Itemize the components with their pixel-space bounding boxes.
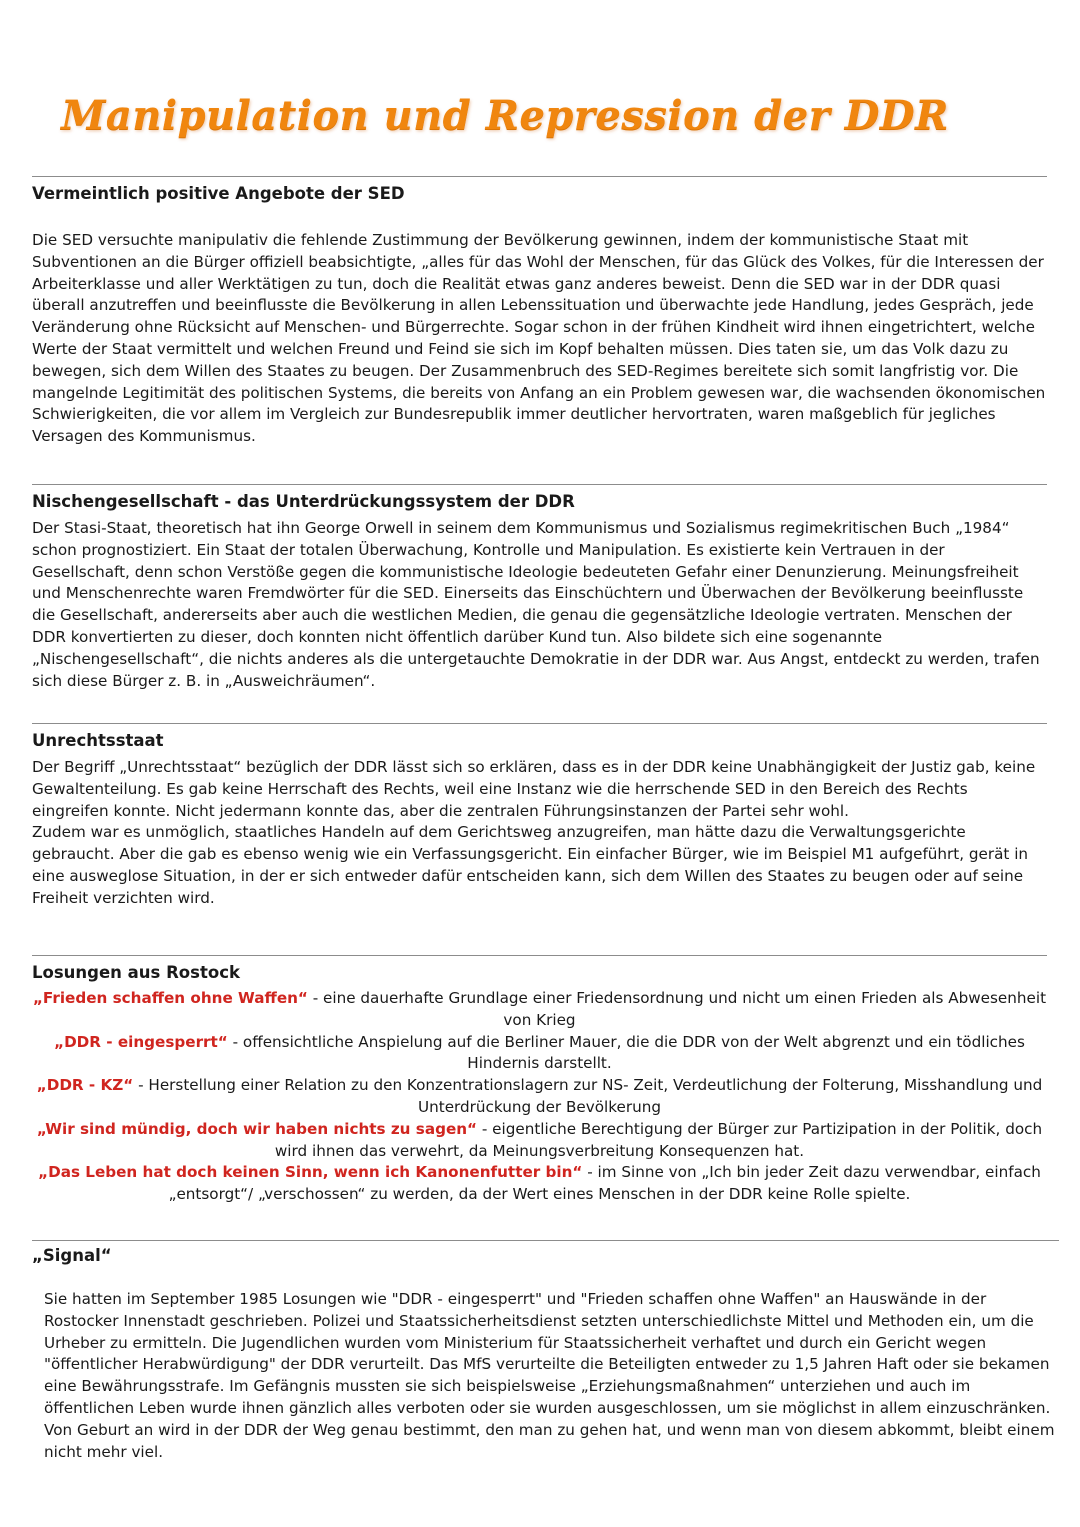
slogan-entry bbox=[32, 1119, 1047, 1163]
section-paragraph: Der Stasi-Staat, theoretisch hat ihn George Orwell in seinem dem Kommunismus und Sozialismus regimekritischen Buch „1984“ schon prognostiziert. Ein Staat der totalen Überwachung, Kontrolle und Manipulation. Es existierte kein Vertrauen in der Gesellschaft, denn schon Verstöße gegen die kommunistische Ideologie bedeuteten Gefahr einer Denunzierung. Meinungsfreiheit und Menschenrechte waren Fremdwörter für die SED. Einerseits das Einschüchtern und Überwachen der Bevölkerung beeinflusste die Gesellschaft, andererseits aber auch die westlichen Medien, die genau die gegensätzliche Ideologie vertraten. Menschen der DDR konvertierten zu dieser, doch konnten nicht öffentlich darüber Kund tun. Also bildete sich eine sogenannte „Nischengesellschaft“, die nichts anderes als die untergetauchte Demokratie in der DDR war. Aus Angst, entdeckt zu werden, trafen sich diese Bürger z. B. in „Ausweichräumen“. bbox=[32, 519, 1040, 690]
section-paragraph: Der Begriff „Unrechtsstaat“ bezüglich der DDR lässt sich so erklären, dass es in der DDR keine Unabhängigkeit der Justiz gab, keine Gewaltenteilung. Es gab keine Herrschaft des Rechts, weil eine Instanz wie die herrschende SED in den Bereich des Rechts eingreifen konnte. Nicht jedermann konnte das, aber die zentralen Führungsinstanzen der Partei sehr wohl. bbox=[32, 758, 1036, 820]
section-paragraph: Sie hatten im September 1985 Losungen wie "DDR - eingesperrt" und "Frieden schaffen ohne Waffen" an Hauswände in der Rostocker Innenstadt geschrieben. Polizei und Staatssicherheitsdienst setzten unterschiedlichste Mittel und Methoden ein, um die Urheber zu ermitteln. Die Jugendlichen wurden vom Ministerium für Staatssicherheit verhaftet und durch ein Gericht wegen "öffentlicher Herabwürdigung" der DDR verurteilt. Das MfS verurteilte die Beteiligten entweder zu 1,5 Jahren Haft oder sie bekamen eine Bewährungsstrafe. Im Gefängnis mussten sie sich beispielsweise „Erziehungsmaßnahmen“ unterziehen und auch im öffentlichen Leben wurde ihnen gänzlich alles verboten oder sie wurden ausgeschlossen, um sie möglichst in allem einzuschränken. Von Geburt an wird in der DDR der Weg genau bestimmt, den man zu gehen hat, und wenn man von diesem abkommt, bleibt einem nicht mehr viel. bbox=[44, 1290, 1055, 1461]
slogan-explanation: - offensichtliche Anspielung auf die Berliner Mauer, die die DDR von der Welt abgrenzt und ein tödliches Hindernis darstellt. bbox=[227, 1032, 1025, 1073]
section-paragraph: Zudem war es unmöglich, staatliches Handeln auf dem Gerichtsweg anzugreifen, man hätte dazu die Verwaltungsgerichte gebraucht. Aber die gab es ebenso wenig wie ein Verfassungsgericht. Ein einfacher Bürger, wie im Beispiel M1 aufgeführt, gerät in eine ausweglose Situation, in der er sich entweder dafür entscheiden kann, sich dem Willen des Staates zu beugen oder auf seine Freiheit verzichten wird. bbox=[32, 823, 1029, 907]
section-positive-offers bbox=[32, 176, 1047, 448]
section-paragraph: Die SED versuchte manipulativ die fehlende Zustimmung der Bevölkerung gewinnen, indem der kommunistische Staat mit Subventionen an die Bürger offiziell beabsichtigte, „alles für das Wohl der Menschen, für das Glück des Volkes, für die Interessen der Arbeiterklasse und aller Werktätigen zu tun, doch die Realität etwas ganz anderes beweist. Denn die SED war in der DDR quasi überall anzutreffen und beeinflusste die Bevölkerung in allen Lebenssituation und überwachte jede Handlung, jedes Gespräch, jede Veränderung ohne Rücksicht auf Menschen- und Bürgerrechte. Sogar schon in der frühen Kindheit wird ihnen eingetrichtert, welche Werte der Staat vermittelt und welchen Freund und Feind sie sich im Kopf behalten müssen. Dies taten sie, um das Volk dazu zu bewegen, sich dem Willen des Staates zu beugen. Der Zusammenbruch des SED-Regimes bereitete sich somit langfristig vor. Die mangelnde Legitimität des politischen Systems, die bereits von Anfang an ein Problem gewesen war, die wachsenden ökonomischen Schwierigkeiten, die vor allem im Vergleich zur Bundesrepublik immer deutlicher hervortraten, waren maßgeblich für jegliches Versagen des Kommunismus. bbox=[32, 231, 1046, 446]
slogan-quote: „Wir sind mündig, doch wir haben nichts zu sagen“ bbox=[36, 1119, 478, 1138]
divider bbox=[32, 1240, 1059, 1241]
slogan-explanation: - eine dauerhafte Grundlage einer Friedensordnung und nicht um einen Frieden als Abwesenheit von Krieg bbox=[307, 989, 1047, 1029]
section-heading: Unrechtsstaat bbox=[32, 731, 164, 750]
slogan-quote: „DDR - KZ“ bbox=[36, 1076, 134, 1095]
slogan-entry bbox=[32, 1075, 1047, 1119]
section-heading: „Signal“ bbox=[32, 1246, 112, 1265]
section-heading: Losungen aus Rostock bbox=[32, 963, 240, 982]
section-signal bbox=[32, 1240, 1059, 1463]
slogan-explanation: - im Sinne von „Ich bin jeder Zeit dazu verwendbar, einfach „entsorgt“/ „verschossen“ zu werden, da der Wert eines Menschen in der DDR keine Rolle spielte. bbox=[168, 1163, 1041, 1204]
section-unrechtsstaat bbox=[32, 723, 1047, 910]
section-niche-society bbox=[32, 484, 1047, 692]
slogan-entry bbox=[32, 1162, 1047, 1206]
slogan-quote: „DDR - eingesperrt“ bbox=[54, 1032, 228, 1051]
slogan-entry bbox=[32, 1032, 1047, 1076]
divider bbox=[32, 723, 1047, 724]
divider bbox=[32, 955, 1047, 956]
slogan-explanation: - Herstellung einer Relation zu den Konzentrationslagern zur NS- Zeit, Verdeutlichung der Folterung, Misshandlung und Unterdrückung der Bevölkerung bbox=[133, 1076, 1043, 1116]
slogan-entry bbox=[32, 988, 1047, 1032]
page-title: Manipulation und Repression der DDR bbox=[61, 92, 949, 139]
divider bbox=[32, 484, 1047, 485]
slogan-explanation: - eigentliche Berechtigung der Bürger zur Partizipation in der Politik, doch wird ihnen das verwehrt, da Meinungsverbreitung Konsequenzen hat. bbox=[274, 1119, 1043, 1160]
slogan-quote: „Das Leben hat doch keinen Sinn, wenn ich Kanonenfutter bin“ bbox=[38, 1163, 583, 1182]
section-heading: Vermeintlich positive Angebote der SED bbox=[32, 184, 405, 203]
slogan-quote: „Frieden schaffen ohne Waffen“ bbox=[32, 989, 308, 1007]
divider bbox=[32, 176, 1047, 177]
section-slogans bbox=[32, 955, 1047, 1206]
section-heading: Nischengesellschaft - das Unterdrückungssystem der DDR bbox=[32, 492, 575, 511]
